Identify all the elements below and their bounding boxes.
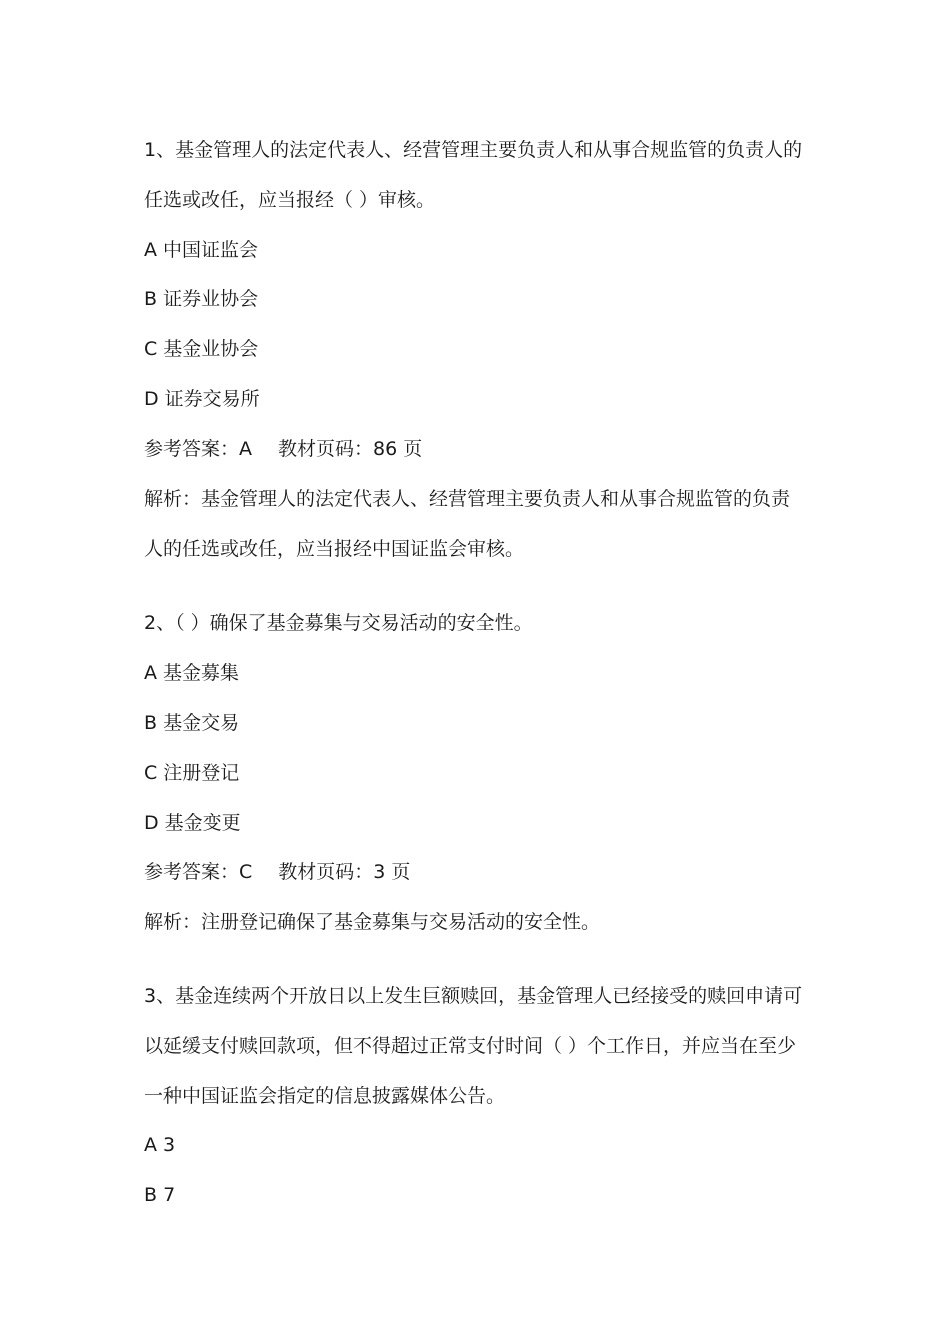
- question-1-stem-line-2: 任选或改任，应当报经（ ）审核。: [144, 189, 436, 211]
- question-1-analysis-line-1: 解析：基金管理人的法定代表人、经营管理主要负责人和从事合规监管的负责: [144, 488, 791, 510]
- question-1-analysis-line-2: 人的任选或改任，应当报经中国证监会审核。: [144, 538, 525, 560]
- question-3-option-b: B 7: [144, 1184, 176, 1206]
- question-1-answer: 参考答案：A: [144, 438, 252, 460]
- question-3-stem-line-3: 一种中国证监会指定的信息披露媒体公告。: [144, 1085, 506, 1107]
- question-1-answer-row: [144, 437, 422, 461]
- question-1-option-a: A 中国证监会: [144, 239, 259, 261]
- question-3-option-a: A 3: [144, 1134, 176, 1156]
- question-2-page-ref: 教材页码：3 页: [278, 861, 411, 883]
- question-2-option-a: A 基金募集: [144, 662, 240, 684]
- question-1-option-b: B 证券业协会: [144, 288, 259, 310]
- question-1-stem-line-1: 1、基金管理人的法定代表人、经营管理主要负责人和从事合规监管的负责人的: [144, 139, 803, 161]
- question-2-option-b: B 基金交易: [144, 712, 240, 734]
- question-1-page-ref: 教材页码：86 页: [278, 438, 423, 460]
- question-2-option-c: C 注册登记: [144, 762, 240, 784]
- question-2-answer-row: [144, 860, 410, 884]
- question-2-option-d: D 基金变更: [144, 812, 241, 834]
- question-1-option-c: C 基金业协会: [144, 338, 259, 360]
- question-3-stem-line-2: 以延缓支付赎回款项，但不得超过正常支付时间（ ）个工作日，并应当在至少: [144, 1035, 797, 1057]
- question-1-option-d: D 证券交易所: [144, 388, 260, 410]
- question-3-stem-line-1: 3、基金连续两个开放日以上发生巨额赎回，基金管理人已经接受的赎回申请可: [144, 985, 803, 1007]
- question-2-analysis-line-1: 解析：注册登记确保了基金募集与交易活动的安全性。: [144, 911, 601, 933]
- question-2-answer: 参考答案：C: [144, 861, 253, 883]
- question-2-stem-line-1: 2、（ ）确保了基金募集与交易活动的安全性。: [144, 612, 533, 634]
